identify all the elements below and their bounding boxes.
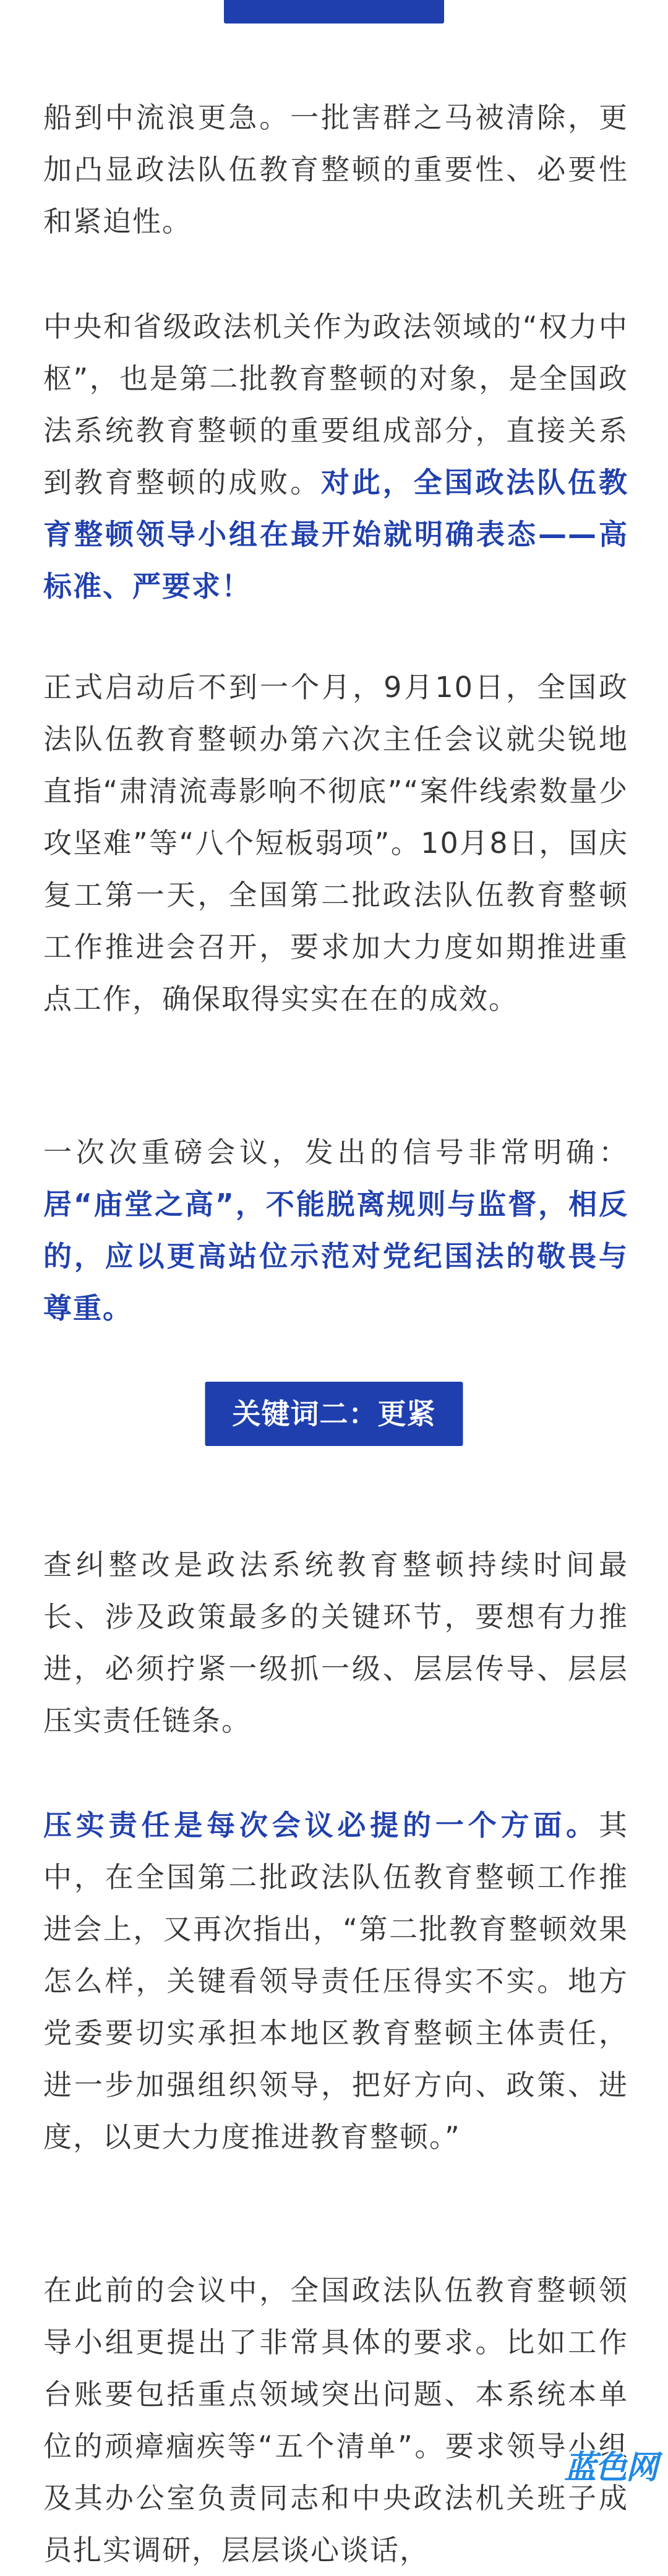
paragraph-3 xyxy=(43,661,628,1025)
paragraph-2-highlight: 对此，全国政法队伍教育整顿领导小组在最开始就明确表态——高标准、严要求！ xyxy=(43,466,629,603)
paragraph-4-text: 一次次重磅会议，发出的信号非常明确： xyxy=(43,1136,628,1169)
paragraph-2-text: 中央和省级政法机关作为政法领域的“权力中枢”，也是第二批教育整顿的对象，是全国政法系统教育整顿的重要组成部分，直接关系到教育整顿的成败。 xyxy=(43,310,628,499)
paragraph-6-highlight: 压实责任是每次会议必提的一个方面。 xyxy=(43,1808,599,1842)
paragraph-6-text: 其中，在全国第二批政法队伍教育整顿工作推进会上，又再次指出，“第二批教育整顿效果怎么样，关键看领导责任压得实不实。地方党委要切实承担本地区教育整顿主体责任，进一步加强组织领导，把好方向、政策、进度，以更大力度推进教育整顿。” xyxy=(43,1808,628,2154)
paragraph-7 xyxy=(43,2264,628,2576)
paragraph-2 xyxy=(43,301,628,612)
paragraph-1-text: 船到中流浪更急。一批害群之马被清除，更加凸显政法队伍教育整顿的重要性、必要性和紧迫性。 xyxy=(43,101,628,238)
keyword-badge-top xyxy=(224,0,444,24)
paragraph-5-text: 查纠整改是政法系统教育整顿持续时间最长、涉及政策最多的关键环节，要想有力推进，必须拧紧一级抓一级、层层传导、层层压实责任链条。 xyxy=(43,1548,628,1737)
paragraph-5 xyxy=(43,1539,628,1747)
paragraph-4 xyxy=(43,1126,628,1334)
paragraph-6 xyxy=(43,1799,628,2163)
paragraph-3-text: 正式启动后不到一个月，9月10日，全国政法队伍教育整顿办第六次主任会议就尖锐地直指“肃清流毒影响不彻底”“案件线索数量少攻坚难”等“八个短板弱项”。10月8日，国庆复工第一天，全国第二批政法队伍教育整顿工作推进会召开，要求加大力度如期推进重点工作，确保取得实实在在的成效。 xyxy=(43,670,628,1016)
paragraph-1 xyxy=(43,92,628,247)
keyword-badge-second: 关键词二：更紧 xyxy=(205,1382,463,1446)
watermark-logo xyxy=(564,2441,657,2488)
watermark-logo-text: 蓝色网 xyxy=(563,2449,657,2486)
paragraph-7-text: 在此前的会议中，全国政法队伍教育整顿领导小组更提出了非常具体的要求。比如工作台账要包括重点领域突出问题、本系统本单位的顽瘴痼疾等“五个清单”。要求领导小组及其办公室负责同志和中央政法机关班子成员扎实调研，层层谈心谈话， xyxy=(43,2274,628,2567)
paragraph-4-highlight: 居“庙堂之高”，不能脱离规则与监督，相反的，应以更高站位示范对党纪国法的敬畏与尊重。 xyxy=(43,1187,628,1325)
